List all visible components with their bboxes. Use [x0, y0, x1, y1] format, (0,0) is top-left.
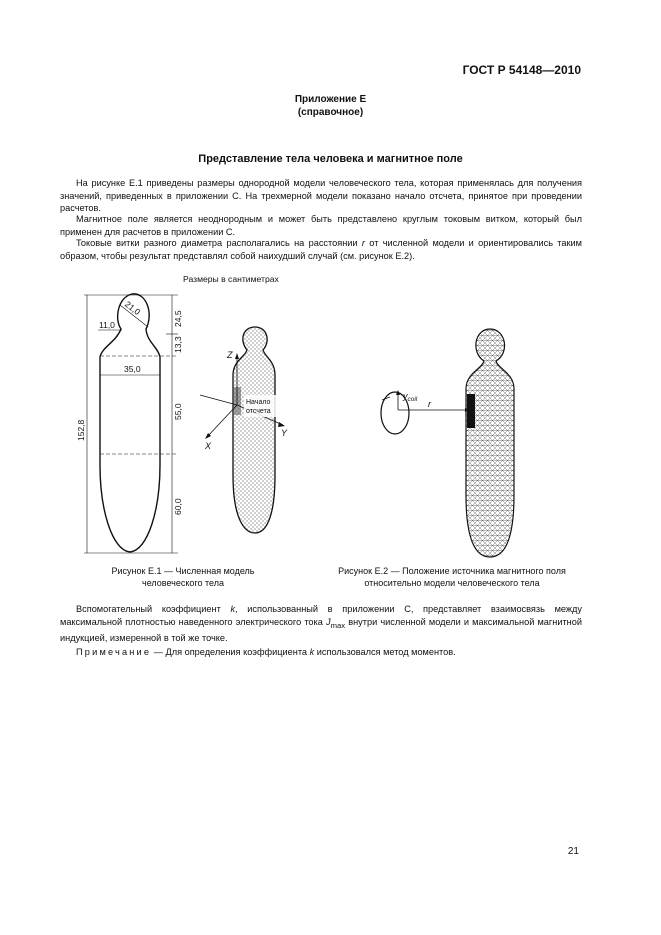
section-title: Представление тела человека и магнитное поле	[198, 153, 463, 165]
dim-head-diameter-label: 21,0	[123, 298, 143, 318]
dim-torso-width-label: 35,0	[124, 364, 141, 374]
paragraph-3	[60, 237, 582, 262]
origin-label-line1: Начало	[246, 399, 271, 406]
note-text-end: использовался метод моментов.	[314, 647, 456, 657]
origin-pointer	[200, 395, 237, 405]
dim-lower-height-label: 60,0	[173, 498, 183, 515]
figure-e2-caption-line2: относительно модели человеческого тела	[364, 578, 540, 588]
note-label: Примечание	[76, 647, 152, 657]
dim-upper-height-label: 55,0	[173, 403, 183, 420]
standard-code: ГОСТ Р 54148—2010	[462, 63, 581, 77]
r-label: r	[428, 399, 431, 409]
note	[76, 647, 456, 657]
paragraph-2: Магнитное поле является неоднородным и может быть представлено круглым токовым витком, который был применен для расчетов в приложении С.	[60, 214, 582, 237]
z-axis-label: Z	[227, 350, 233, 360]
dim-neck-height-label: 13,3	[173, 336, 183, 353]
variable-r: r	[361, 238, 365, 248]
note-dash: —	[151, 647, 166, 657]
body-outline	[100, 294, 160, 552]
paragraph-3-text-end: от численной модели и ориентировались таким образом, чтобы результат представлял собой наихудший случай (см. рисунок Е.2).	[60, 238, 582, 261]
figure-e2	[370, 320, 540, 560]
figure-e1-caption	[86, 565, 280, 589]
y-coil-label: $y_{coil}$	[403, 391, 418, 403]
appendix-title: Приложение Е	[294, 94, 367, 105]
dim-head-height-label: 24,5	[173, 310, 183, 327]
body-mesh	[233, 327, 275, 533]
nearest-body-region	[467, 394, 475, 428]
dim-total-height-label: 152,8	[76, 419, 86, 441]
x-axis-label: X	[205, 441, 212, 451]
appendix-subtitle: (справочное)	[297, 107, 364, 118]
figure-e1-caption-line1: Рисунок Е.1 — Численная модель	[111, 566, 255, 576]
paragraph-1: На рисунке Е.1 приведены размеры однородной модели человеческого тела, которая применялась для получения значений, приведенных в приложении С. На трехмерной модели показано начало отсчета, принятое при проведении расчетов.	[60, 178, 582, 214]
figure-e1-3d-model	[195, 325, 305, 555]
note-text: Для определения коэффициента	[165, 647, 310, 657]
paragraph-4-text-mid: , использованный в приложении С, представляет взаимосвязь между максимальной плотностью наведенного электрического тока	[60, 604, 582, 627]
appendix-heading	[0, 93, 661, 119]
figure-e1-caption-line2: человеческого тела	[142, 578, 224, 588]
variable-j: J	[326, 616, 331, 627]
paragraph-4-text: Вспомогательный коэффициент	[76, 604, 231, 614]
variable-k: k	[230, 604, 236, 614]
figure-e2-caption-line1: Рисунок Е.2 — Положение источника магнитного поля	[338, 566, 566, 576]
dim-neck-width-label: 11,0	[99, 320, 115, 330]
body-mesh-e2	[466, 329, 514, 557]
origin-label-line2: отсчета	[246, 408, 271, 415]
paragraph-4-text-end: внутри численной модели и максимальной магнитной индукцией, измеренной в той же точке.	[60, 616, 582, 644]
paragraph-4	[60, 603, 582, 645]
variable-j-sub: max	[330, 620, 346, 630]
paragraph-3-text: Токовые витки разного диаметра располагались на расстоянии	[76, 238, 362, 248]
page-number: 21	[567, 846, 579, 857]
y-axis-label: Y	[281, 428, 288, 438]
figure-e1-outline	[70, 285, 200, 560]
dimensions-caption: Размеры в сантиметрах	[183, 274, 279, 284]
figure-e2-caption	[312, 565, 592, 589]
note-variable-k: k	[309, 647, 315, 657]
